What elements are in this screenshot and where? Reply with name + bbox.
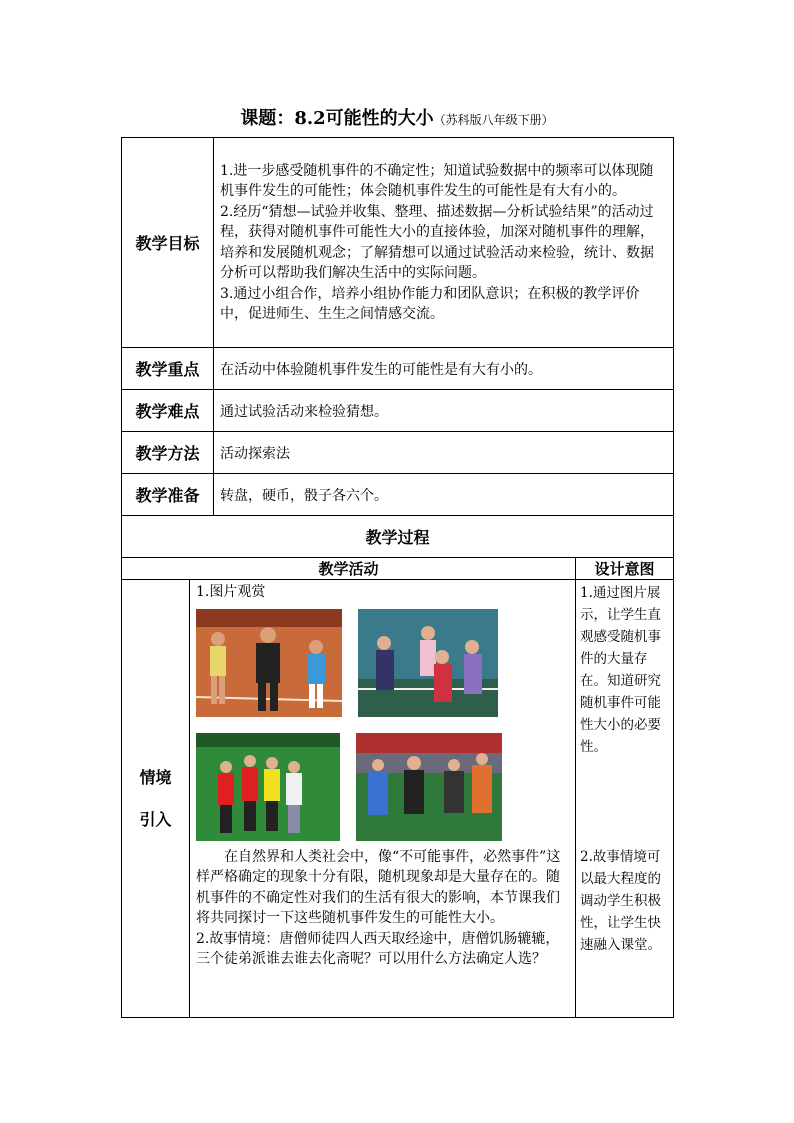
key-point-label: 教学重点 bbox=[122, 348, 214, 390]
activity-cell bbox=[190, 580, 576, 1018]
preparation-row bbox=[122, 474, 674, 516]
key-point-row bbox=[122, 348, 674, 390]
method-row bbox=[122, 432, 674, 474]
activity-item-heading: 1.图片观赏 bbox=[196, 584, 266, 600]
objective-item: 2.经历“猜想—试验并收集、整理、描述数据—分析试验结果”的活动过程，获得对随机事件可能性大小的直接体验，加深对随机事件的理解，培养和发展随机观念；了解猜想可以通过试验活动来检验，统计、数据分析可以帮助我们解决生活中的实际问题。 bbox=[220, 203, 654, 281]
method-label: 教学方法 bbox=[122, 432, 214, 474]
objectives-content bbox=[214, 138, 674, 348]
photo-row-1 bbox=[196, 609, 569, 717]
document-title bbox=[0, 104, 794, 130]
photo-tennis-players-net bbox=[358, 609, 498, 717]
preparation-label: 教学准备 bbox=[122, 474, 214, 516]
teaching-process-table bbox=[121, 515, 674, 1018]
lesson-info-table bbox=[121, 137, 674, 516]
objectives-label: 教学目标 bbox=[122, 138, 214, 348]
stage-label bbox=[122, 580, 190, 1018]
activity-item-story: 2.故事情境：唐僧师徒四人西天取经途中，唐僧饥肠辘辘，三个徒弟派谁去谁去化斋呢？可以用什么方法确定人选？ bbox=[196, 930, 560, 967]
column-header-intent: 设计意图 bbox=[576, 558, 674, 580]
intent-item-2: 2.故事情境可以最大程度的调动学生积极性，让学生快速融入课堂。 bbox=[580, 849, 661, 953]
difficulty-label: 教学难点 bbox=[122, 390, 214, 432]
intent-item-1: 1.通过图片展示，让学生直观感受随机事件的大量存在。知道研究随机事件可能性大小的必要性。 bbox=[580, 585, 661, 755]
photo-tennis-referee-dispute bbox=[196, 609, 342, 717]
stage-label-line2: 引入 bbox=[139, 809, 172, 829]
method-value: 活动探索法 bbox=[214, 432, 674, 474]
title-main: 课题：8.2可能性的大小 bbox=[240, 108, 434, 129]
preparation-value: 转盘，硬币，骰子各六个。 bbox=[214, 474, 674, 516]
process-title: 教学过程 bbox=[122, 516, 674, 558]
activity-paragraph-1: 在自然界和人类社会中，像“不可能事件，必然事件”这样严格确定的现象十分有限，随机现象却是大量存在的。随机事件的不确定性对我们的生活有很大的影响，本节课我们将共同探讨一下这些随机事件发生的可能性大小。 bbox=[196, 848, 561, 926]
objectives-row bbox=[122, 138, 674, 348]
difficulty-row bbox=[122, 390, 674, 432]
difficulty-value: 通过试验活动来检验猜想。 bbox=[214, 390, 674, 432]
intent-cell bbox=[576, 580, 674, 1018]
stage-label-line1: 情境 bbox=[139, 767, 172, 787]
photo-row-2 bbox=[196, 733, 569, 841]
photo-football-referee-blue bbox=[356, 733, 502, 841]
title-subtitle: （苏科版八年级下册） bbox=[433, 113, 554, 127]
key-point-value: 在活动中体验随机事件发生的可能性是有大有小的。 bbox=[214, 348, 674, 390]
photo-football-referee-red bbox=[196, 733, 340, 841]
column-header-activity: 教学活动 bbox=[122, 558, 576, 580]
objective-item: 1.进一步感受随机事件的不确定性；知道试验数据中的频率可以体现随机事件发生的可能性；体会随机事件发生的可能性是有大有小的。 bbox=[220, 162, 654, 199]
objective-item: 3.通过小组合作，培养小组协作能力和团队意识；在积极的教学评价中，促进师生、生生之间情感交流。 bbox=[220, 285, 640, 322]
